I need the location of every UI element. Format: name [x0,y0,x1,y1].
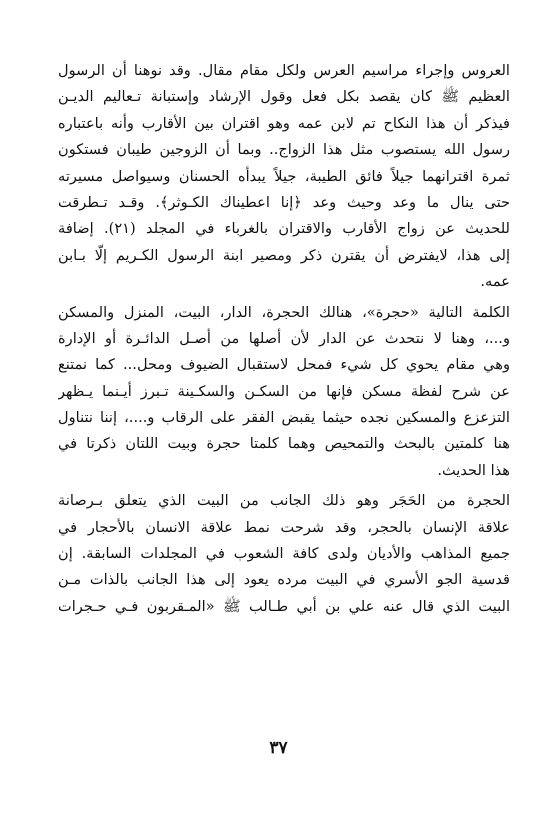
text-line: رسول الله يستصوب مثل هذا الزواج.. وبما أن الزوجين طيبان فستكون [58,141,510,159]
text-line: هنا كلمتين بالبحث والتمحيص وهما كلمتا حجرة وبيت اللتان ذكرتا في [58,435,510,453]
text-line: و...، وهنا لا نتحدث عن الدار لأن أصلها من أصـل الدائـرة أو الإدارة [58,329,510,347]
text-line: علاقة الإنسان بالحجر، وقد شرحت نمط علاقة الانسان بالأحجار في [58,518,510,536]
text-line: عن شرح لفظة مسكن فإنها من السكـن والسكـينة تـبرز أيـنما يـظهر [58,382,510,400]
text-line: وهي مقام يحوي كل شيء فمحل لاستقبال الضيوف ومحل... كما نمتنع [58,356,510,374]
text-line: ثمرة اقترانهما جيلاً فائق الطيبة، جيلاً يبدأه الحسنان وسيواصل مسيرته [58,167,510,185]
text-line: العروس وإجراء مراسيم العرس ولكل مقام مقال. وقد نوهنا أن الرسول [58,62,510,79]
paragraph-1 [58,58,510,296]
text-line: عمه. [480,273,510,291]
text-line: قدسية الجو الأسري في البيت مرده يعود إلى هذا الجانب بالذات مـن [58,571,510,589]
text-line: جميع المذاهب والأديان ولدى كافة الشعوب في المجلدات السابقة. إن [58,545,510,563]
paragraph-2 [58,300,510,485]
page-body [58,58,510,620]
text-line: للحديث عن زواج الأقارب والاقتران بالغرباء في المجلد (٢١). إضافة [58,220,510,238]
text-line: إلى هذا، لايفترض أن يقترن ذكر ومصير ابنة الرسول الكـريم إلّا بـابن [58,246,510,264]
text-line: حتى ينال ما وعد وحيث وعد ﴿إنا اعطيناك الكـوثر﴾. وقـد تـطرقت [58,193,510,211]
text-line: التزعزع والمسكين نجده حيثما يقبض الفقر على الرقاب و....، إننا نتناول [58,409,510,427]
text-line: البيت الذي قال عنه علي بن أبي طـالب ﷺ «المـقربون فـي حـجرات [58,597,510,615]
text-line: هذا الحديث. [437,461,510,479]
text-line: الكلمة التالية «حجرة»، هنالك الحجرة، الدار، البيت، المنزل والمسكن [58,303,510,321]
page-number: ٣٧ [269,738,288,758]
text-line: فيذكر أن هذا النكاح تم لابن عمه وهو اقتران بين الأقارب وأنه باعتباره [58,114,510,132]
text-line: الحجرة من الحَجَر وهو ذلك الجانب من البيت الذي يتعلق بـرصانة [58,492,510,510]
text-line: العظيم ﷺ كان يقصد بكل فعل وقول الإرشاد وإستبانة تـعاليم الديـن [58,88,510,106]
paragraph-3 [58,488,510,620]
